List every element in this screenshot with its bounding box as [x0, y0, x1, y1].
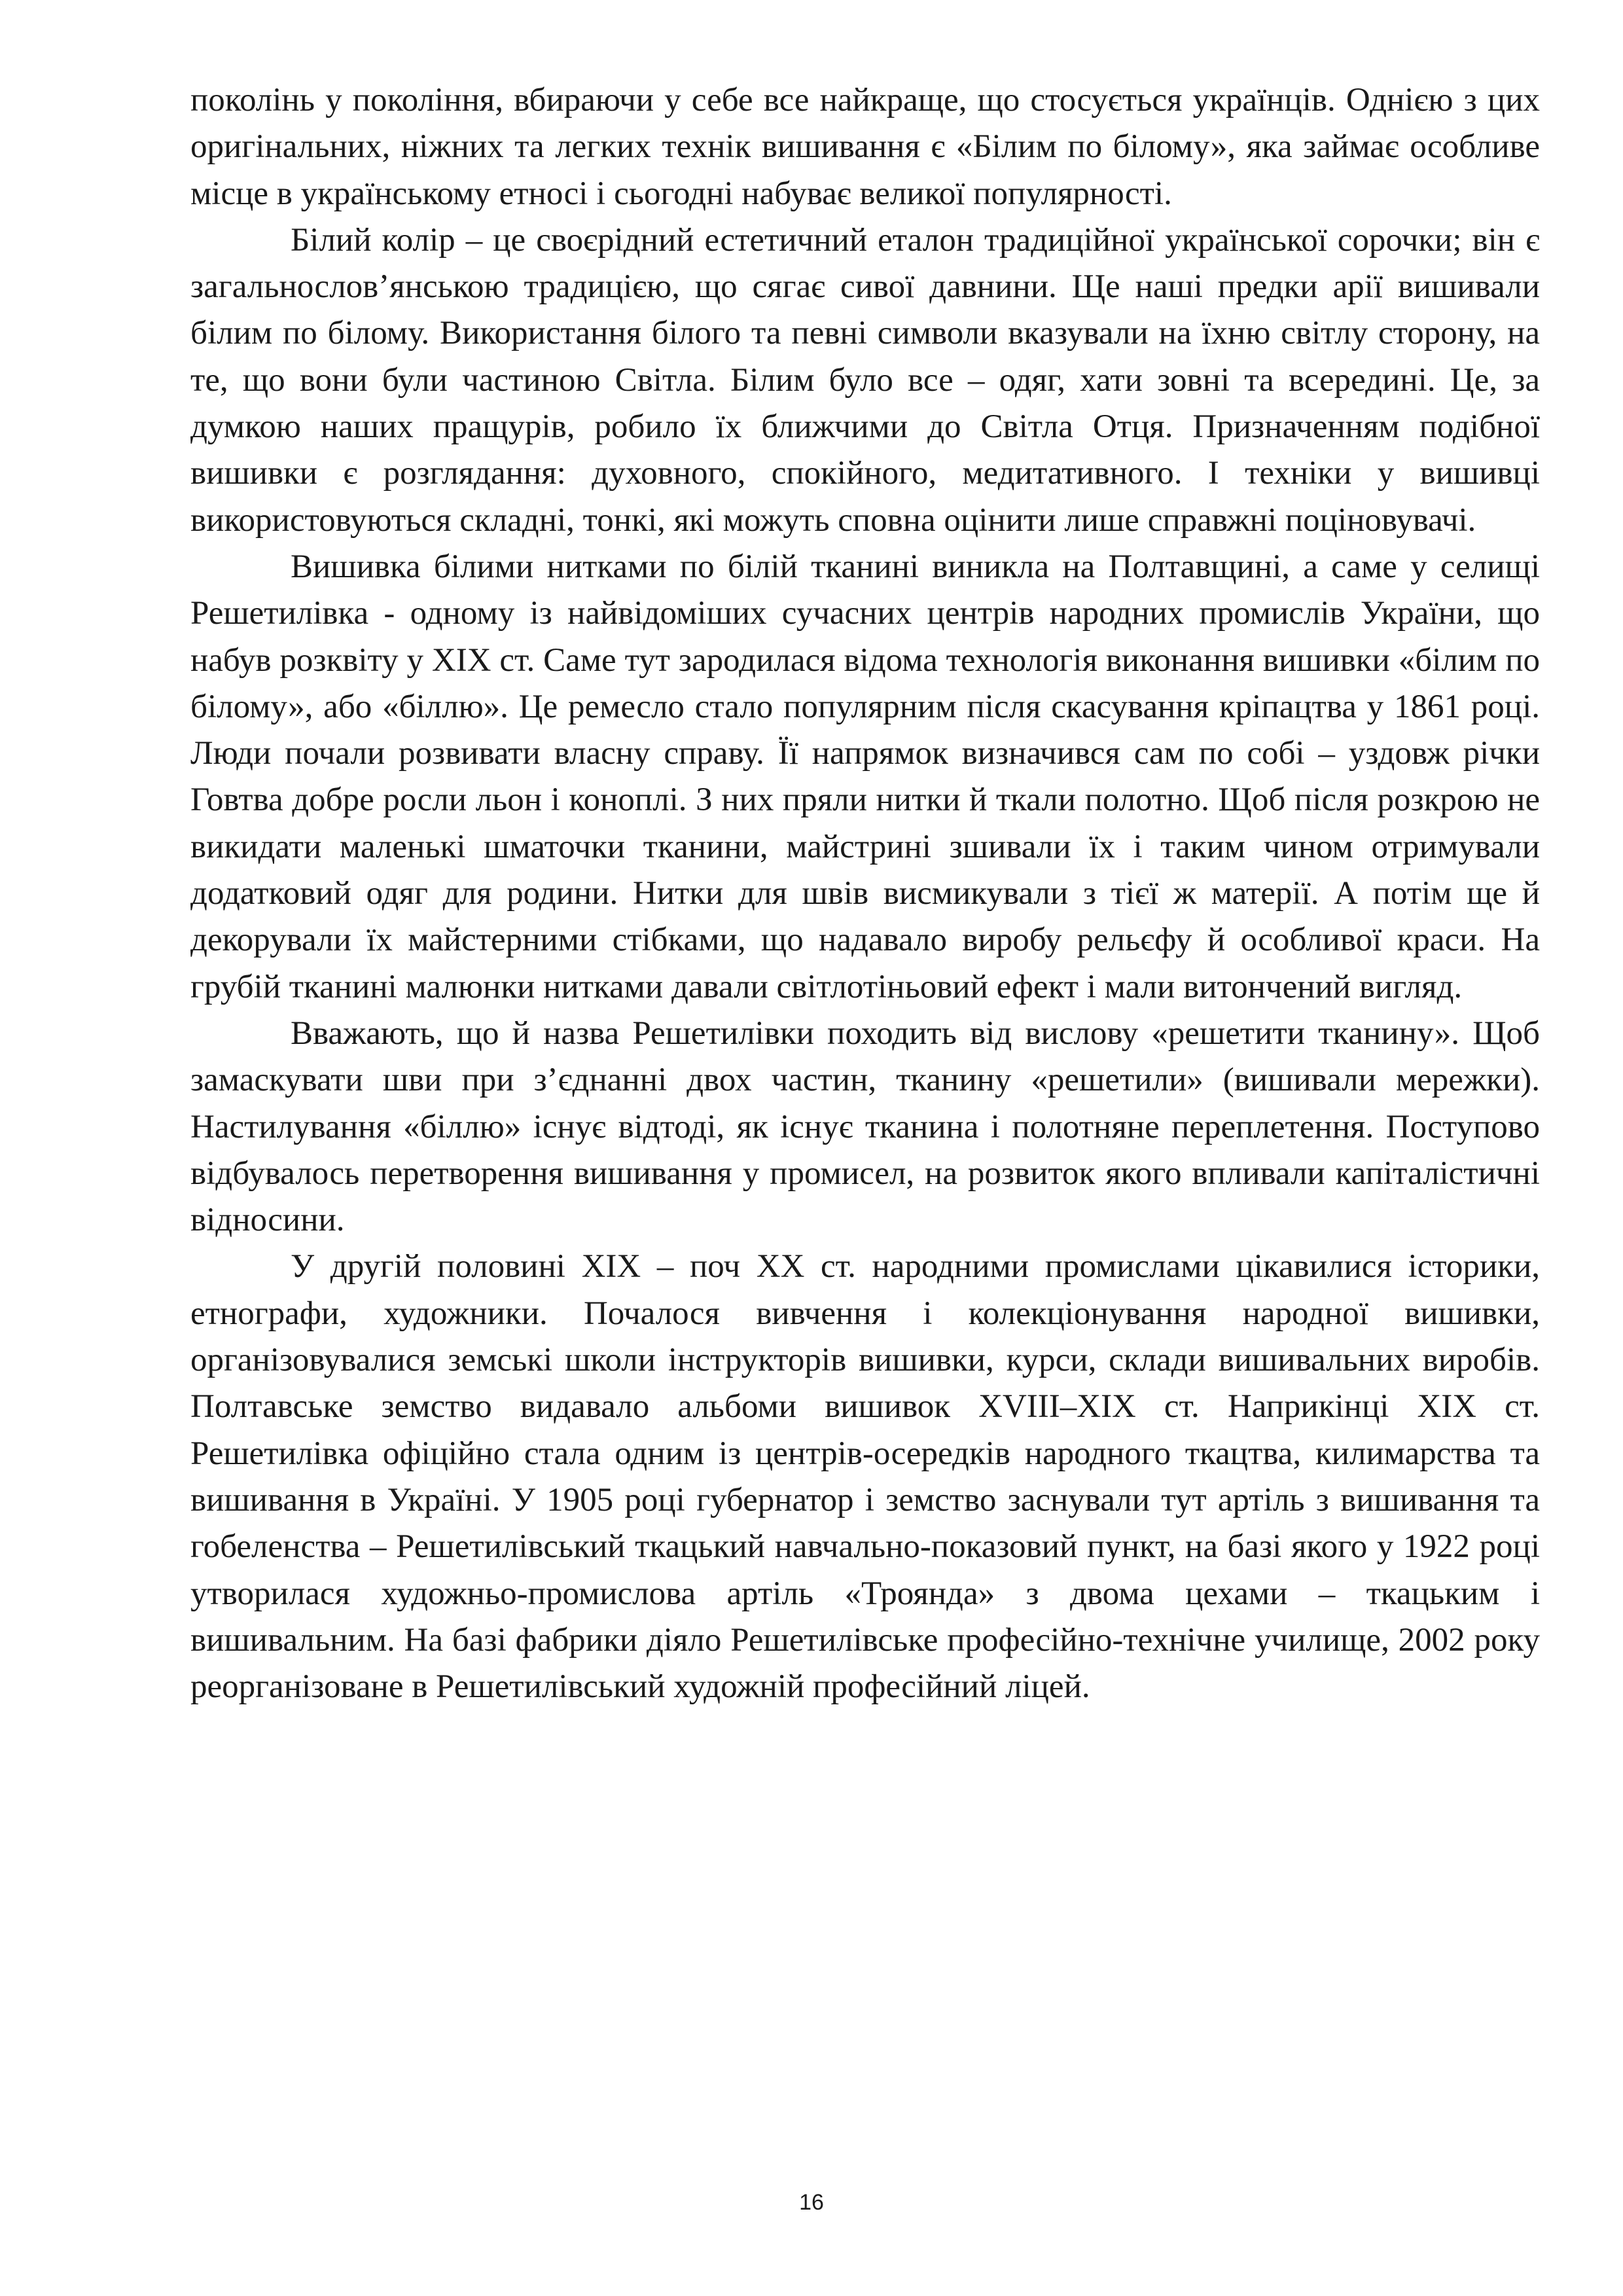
paragraph-5: У другій половині XIX – поч XX ст. народними промислами цікавилися історики, етнографи, художники. Почалося вивчення і колекціонування народної вишивки, організовувалися земські школи інструкторів вишивки, курси, склади вишивальних виробів. Полтавське земство видавало альбоми вишивок XVIII–XIX ст. Наприкінці XIX ст. Решетилівка офіційно стала одним із центрів-осередків народного ткацтва, килимарства та вишивання в Україні. У 1905 році губернатор і земство заснували тут артіль з вишивання та гобеленства – Решетилівський ткацький навчально-показовий пункт, на базі якого у 1922 році утворилася художньо-промислова артіль «Троянда» з двома цехами – ткацьким і вишивальним. На базі фабрики діяло Решетилівське професійно-технічне училище, 2002 року реорганізоване в Решетилівський художній професійний ліцей. — [190, 1248, 1540, 1706]
paragraph-4: Вважають, що й назва Решетилівки походить від вислову «решетити тканину». Щоб замаскувати шви при з’єднанні двох частин, тканину «решетили» (вишивали мережки). Настилування «біллю» існує відтоді, як існує тканина і полотняне переплетення. Поступово відбувалось перетворення вишивання у промисел, на розвиток якого впливали капіталістичні відносини. — [190, 1014, 1540, 1239]
page-number: 16 — [799, 2190, 824, 2215]
paragraph-3: Вишивка білими нитками по білій тканині виникла на Полтавщині, а саме у селищі Решетилівка - одному із найвідоміших сучасних центрів народних промислів України, що набув розквіту у XIX ст. Саме тут зародилася відома технологія виконання вишивки «білим по білому», або «біллю». Це ремесло стало популярним після скасування кріпацтва у 1861 році. Люди почали розвивати власну справу. Її напрямок визначився сам по собі – уздовж річки Говтва добре росли льон і коноплі. З них пряли нитки й ткали полотно. Щоб після розкрою не викидати маленькі шматочки тканини, майстрині зшивали їх і таким чином отримували додатковий одяг для родини. Нитки для швів висмикували з тієї ж матерії. А потім ще й декорували їх майстерними стібками, що надавало виробу рельєфу й особливої краси. На грубій тканині малюнки нитками давали світлотіньовий ефект і мали витончений вигляд. — [190, 548, 1540, 1005]
body-text — [190, 77, 1540, 1710]
paragraph-1: поколінь у покоління, вбираючи у себе все найкраще, що стосується українців. Однією з цих оригінальних, ніжних та легких технік вишивання є «Білим по білому», яка займає особливе місце в українському етносі і сьогодні набуває великої популярності. — [190, 82, 1540, 212]
paragraph-2: Білий колір – це своєрідний естетичний еталон традиційної української сорочки; він є загальнослов’янською традицією, що сягає сивої давнини. Ще наші предки арії вишивали білим по білому. Використання білого та певні символи вказували на їхню світлу сторону, на те, що вони були частиною Світла. Білим було все – одяг, хати зовні та всередині. Це, за думкою наших пращурів, робило їх ближчими до Світла Отця. Призначенням подібної вишивки є розглядання: духовного, спокійного, медитативного. І техніки у вишивці використовуються складні, тонкі, які можуть сповна оцінити лише справжні поціновувачі. — [190, 221, 1540, 539]
